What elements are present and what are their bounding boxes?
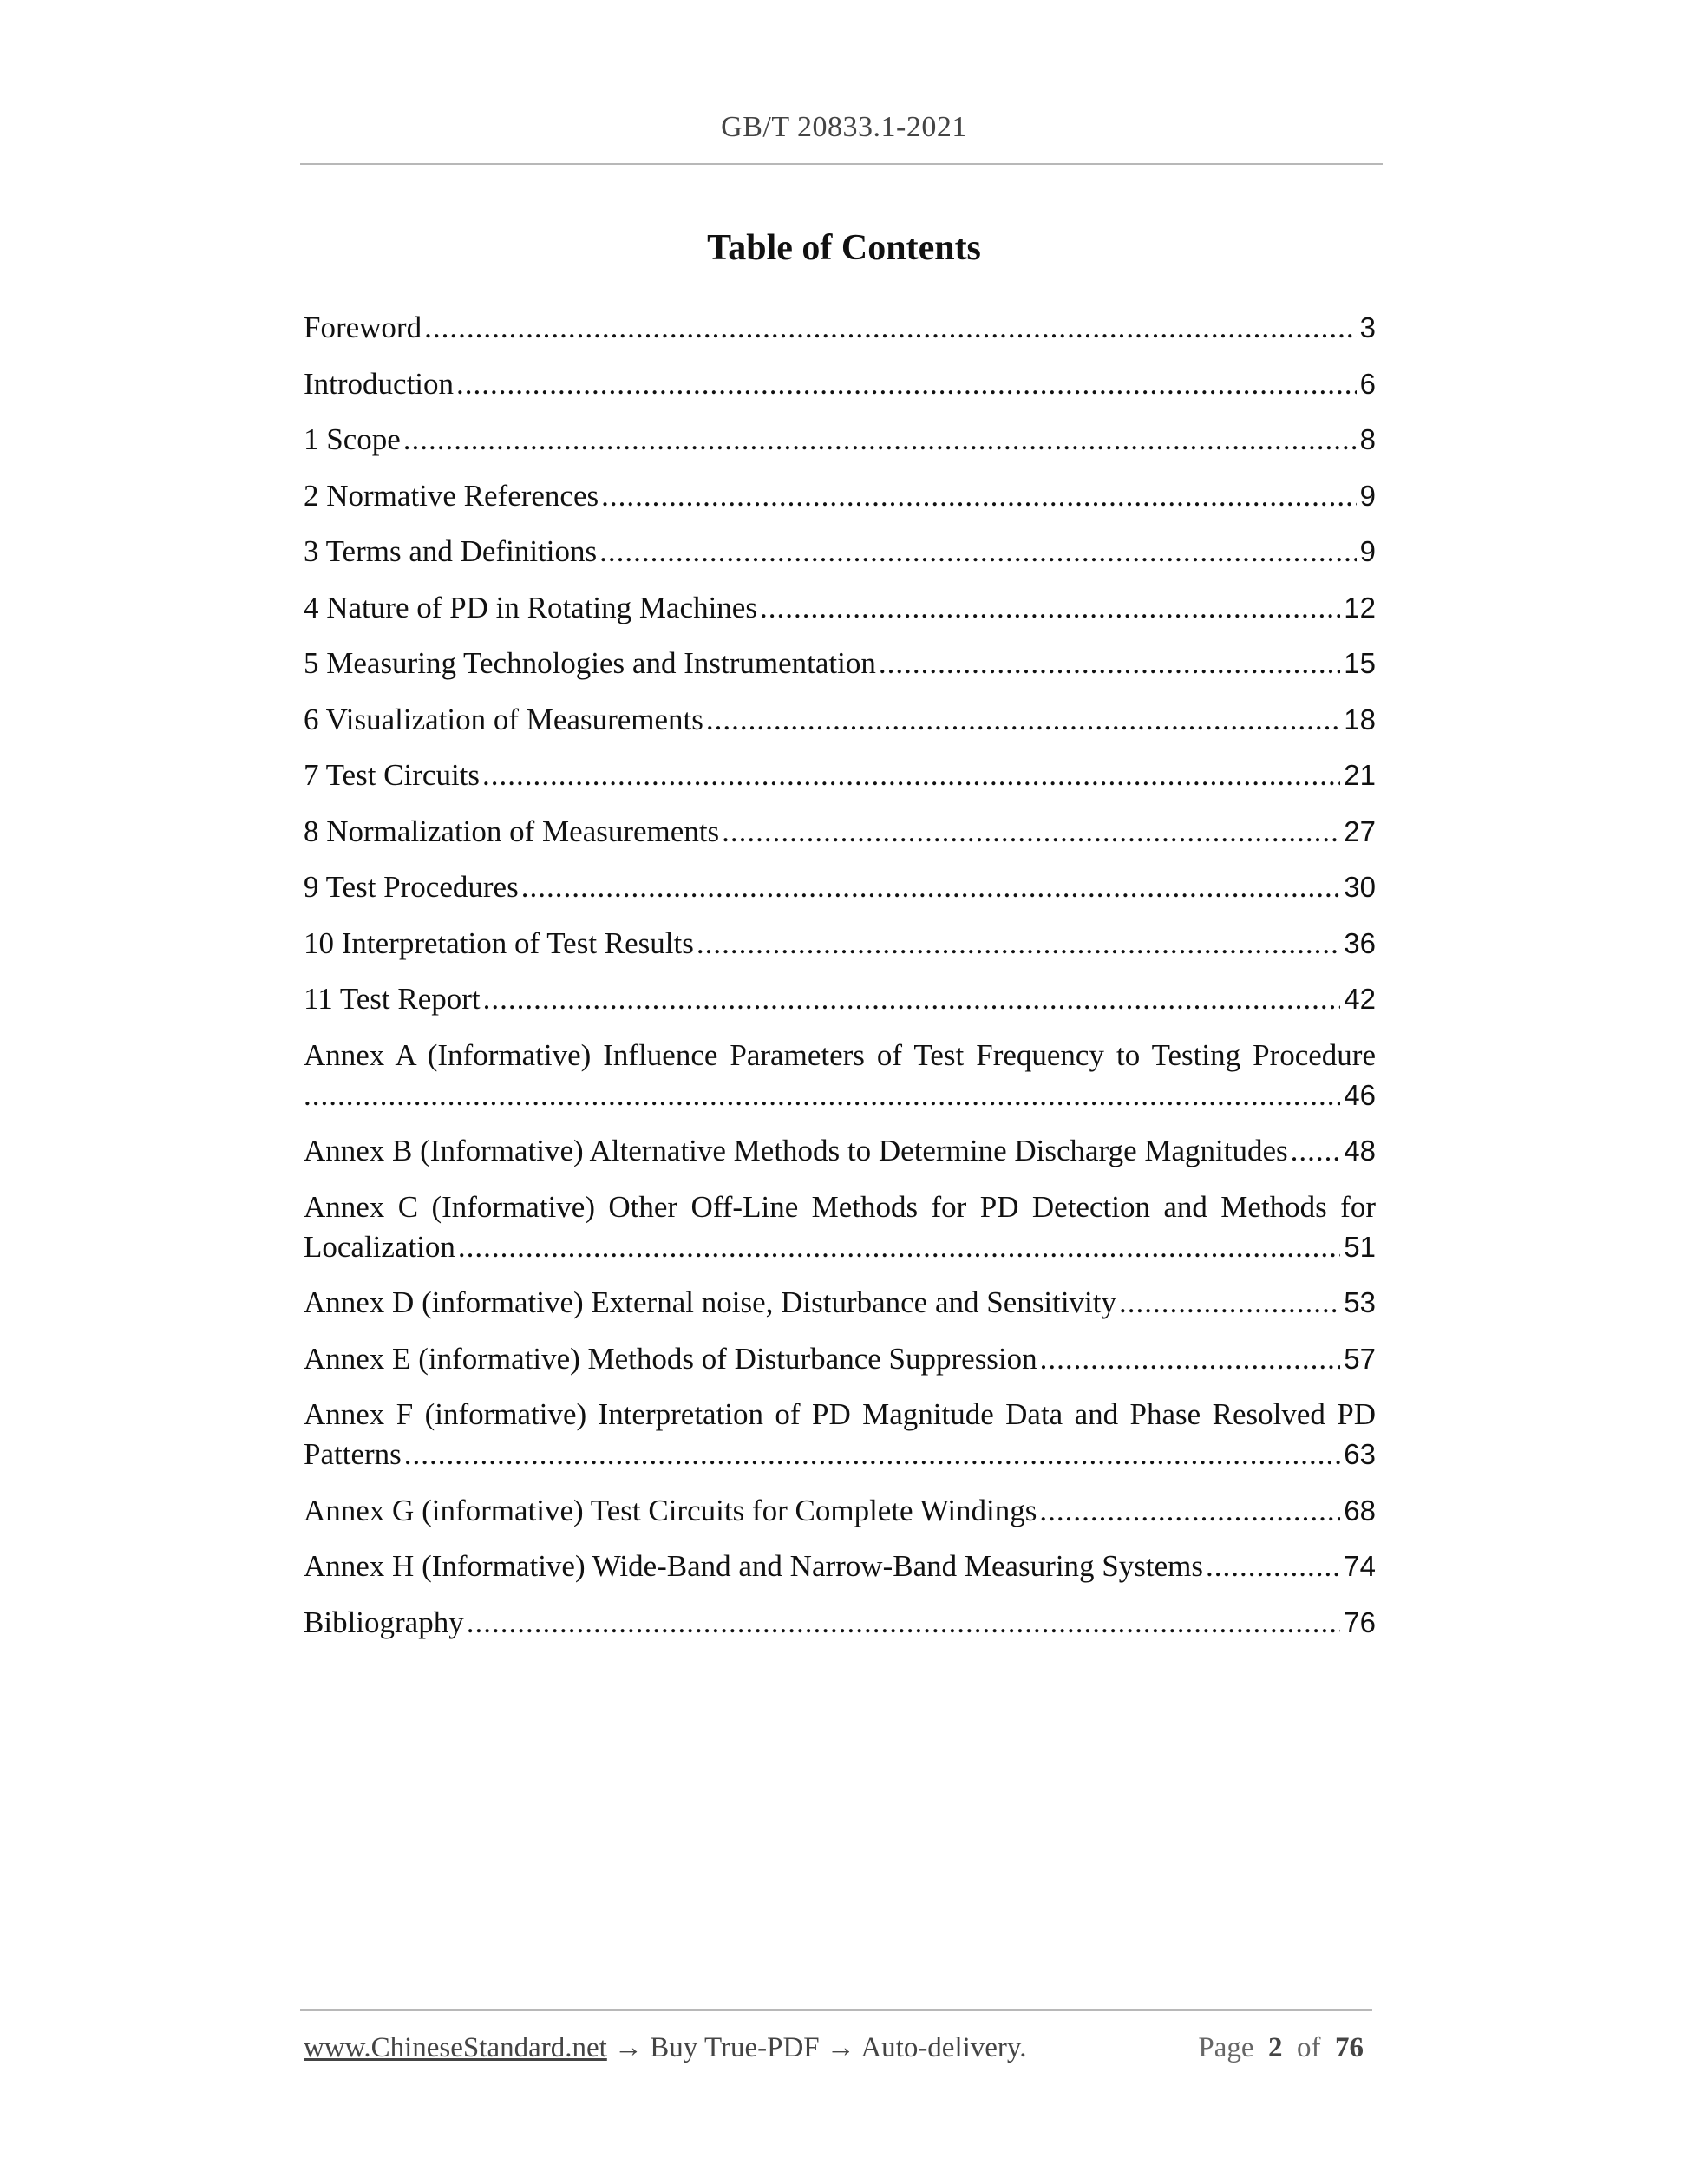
- toc-page-number: 6: [1359, 367, 1376, 400]
- toc-entry-normative-references[interactable]: [304, 476, 1376, 516]
- page-indicator: [1198, 2032, 1364, 2064]
- toc-leader-dots: [760, 588, 1340, 628]
- toc-entry-label: Annex H (Informative) Wide-Band and Narrow-Band Measuring Systems: [304, 1549, 1203, 1583]
- toc-page-number: 15: [1344, 647, 1376, 679]
- toc-entry-foreword[interactable]: [304, 308, 1376, 348]
- toc-entry-annex-e[interactable]: [304, 1339, 1376, 1379]
- toc-entry-visualization[interactable]: [304, 700, 1376, 740]
- toc-entry-test-procedures[interactable]: [304, 867, 1376, 907]
- toc-leader-dots: [467, 1603, 1341, 1643]
- toc-leader-dots: [599, 532, 1357, 572]
- toc-page-number: 9: [1359, 479, 1376, 512]
- toc-leader-dots: [404, 1435, 1341, 1475]
- toc-entry-label: 8 Normalization of Measurements: [304, 814, 720, 848]
- toc-entry-label: 7 Test Circuits: [304, 758, 481, 792]
- toc-page-number: 53: [1344, 1286, 1376, 1318]
- toc-entry-label: Annex A (Informative) Influence Parameters of Test Frequency to Testing Procedure: [304, 1037, 1376, 1072]
- toc-entry-test-circuits[interactable]: [304, 755, 1376, 795]
- toc-leader-dots: [1206, 1546, 1340, 1586]
- toc-page-number: 51: [1344, 1230, 1376, 1263]
- document-code-header: GB/T 20833.1-2021: [721, 111, 967, 143]
- toc-leader-dots: [521, 867, 1341, 907]
- toc-page-number: 36: [1344, 926, 1376, 959]
- toc-leader-dots: [1119, 1283, 1340, 1323]
- toc-page-number: 3: [1359, 311, 1376, 343]
- toc-leader-dots: [458, 1227, 1340, 1267]
- toc-entry-measuring-technologies[interactable]: [304, 644, 1376, 683]
- toc-entry-annex-b[interactable]: [304, 1131, 1376, 1171]
- toc-entry-label: 3 Terms and Definitions: [304, 534, 598, 568]
- toc-entry-test-report[interactable]: [304, 979, 1376, 1019]
- toc-entry-label: Foreword: [304, 311, 422, 344]
- toc-leader-dots: [424, 308, 1357, 348]
- toc-entry-label: 9 Test Procedures: [304, 870, 519, 904]
- website-link[interactable]: www.ChineseStandard.net: [304, 2032, 607, 2063]
- toc-entry-label: Annex D (informative) External noise, Disturbance and Sensitivity: [304, 1285, 1116, 1319]
- toc-entry-annex-a[interactable]: [304, 1036, 1376, 1115]
- toc-leader-dots: [483, 979, 1341, 1019]
- page-title: Table of Contents: [707, 228, 981, 268]
- toc-leader-dots: [697, 924, 1340, 964]
- current-page-number: 2: [1268, 2032, 1283, 2063]
- toc-leader-dots: [482, 755, 1340, 795]
- toc-entry-nature-of-pd[interactable]: [304, 588, 1376, 628]
- footer-divider: [300, 2009, 1372, 2011]
- toc-leader-dots: [1039, 1491, 1340, 1531]
- toc-entry-label: Bibliography: [304, 1605, 464, 1639]
- total-pages-number: 76: [1335, 2032, 1364, 2063]
- toc-entry-bibliography[interactable]: [304, 1603, 1376, 1643]
- toc-entry-label: 6 Visualization of Measurements: [304, 702, 703, 736]
- toc-leader-dots: [601, 476, 1357, 516]
- toc-entry-interpretation[interactable]: [304, 924, 1376, 964]
- toc-leader-dots: [1291, 1131, 1341, 1171]
- page-word: Page: [1198, 2032, 1254, 2063]
- toc-entry-annex-c[interactable]: [304, 1187, 1376, 1267]
- toc-entry-label: Annex F (informative) Interpretation of PD Magnitude Data and Phase Resolved PD: [304, 1397, 1376, 1431]
- toc-leader-dots: [456, 364, 1357, 404]
- toc-page-number: 30: [1344, 871, 1376, 903]
- header-divider: [300, 163, 1383, 165]
- toc-entry-label: 2 Normative References: [304, 478, 599, 513]
- toc-page-number: 57: [1344, 1342, 1376, 1375]
- toc-entry-label: Annex G (informative) Test Circuits for Complete Windings: [304, 1493, 1037, 1527]
- toc-page-number: 21: [1344, 759, 1376, 791]
- toc-page-number: 74: [1344, 1550, 1376, 1582]
- toc-entry-label: Annex C (Informative) Other Off-Line Methods for PD Detection and Methods for: [304, 1189, 1376, 1224]
- toc-page-number: 8: [1359, 423, 1376, 455]
- toc-page-number: 18: [1344, 703, 1376, 736]
- table-of-contents: [304, 308, 1376, 1658]
- toc-page-number: 68: [1344, 1494, 1376, 1527]
- toc-leader-dots: [403, 420, 1357, 460]
- toc-entry-normalization[interactable]: [304, 812, 1376, 852]
- toc-entry-label: 10 Interpretation of Test Results: [304, 925, 694, 960]
- buy-true-pdf-text: Buy True-PDF: [650, 2032, 820, 2063]
- toc-entry-introduction[interactable]: [304, 364, 1376, 404]
- toc-entry-label: 1 Scope: [304, 422, 401, 456]
- toc-entry-label-continued: Localization: [304, 1229, 455, 1264]
- toc-leader-dots: [879, 644, 1340, 683]
- toc-leader-dots: [706, 700, 1340, 740]
- toc-entry-label: Annex E (informative) Methods of Disturbance Suppression: [304, 1341, 1037, 1376]
- toc-page-number: 12: [1344, 591, 1376, 624]
- toc-entry-label: 5 Measuring Technologies and Instrumentation: [304, 646, 876, 680]
- footer-promo: [304, 2032, 1027, 2064]
- toc-page-number: 9: [1359, 535, 1376, 567]
- toc-page-number: 42: [1344, 983, 1376, 1015]
- arrow-right-icon: →: [826, 2032, 855, 2063]
- toc-entry-annex-g[interactable]: [304, 1491, 1376, 1531]
- of-word: of: [1297, 2032, 1321, 2063]
- toc-entry-label: Annex B (Informative) Alternative Methods to Determine Discharge Magnitudes: [304, 1134, 1288, 1167]
- toc-entry-scope[interactable]: [304, 420, 1376, 460]
- toc-leader-dots: [722, 812, 1340, 852]
- auto-delivery-text: Auto-delivery.: [860, 2032, 1027, 2063]
- toc-entry-label-continued: Patterns: [304, 1437, 402, 1471]
- toc-entry-terms-and-definitions[interactable]: [304, 532, 1376, 572]
- toc-page-number: 46: [1344, 1078, 1376, 1111]
- toc-page-number: 76: [1344, 1605, 1376, 1638]
- toc-entry-label: 11 Test Report: [304, 982, 481, 1016]
- toc-page-number: 27: [1344, 814, 1376, 847]
- toc-entry-annex-d[interactable]: [304, 1283, 1376, 1323]
- toc-page-number: 63: [1344, 1438, 1376, 1470]
- toc-entry-label: 4 Nature of PD in Rotating Machines: [304, 590, 757, 624]
- toc-leader-dots: [1040, 1339, 1341, 1379]
- toc-page-number: 48: [1344, 1135, 1376, 1167]
- arrow-right-icon: →: [614, 2032, 644, 2063]
- toc-entry-label: Introduction: [304, 366, 455, 401]
- toc-entry-annex-h[interactable]: [304, 1546, 1376, 1586]
- toc-entry-annex-f[interactable]: [304, 1395, 1376, 1475]
- toc-leader-dots: [304, 1076, 1340, 1115]
